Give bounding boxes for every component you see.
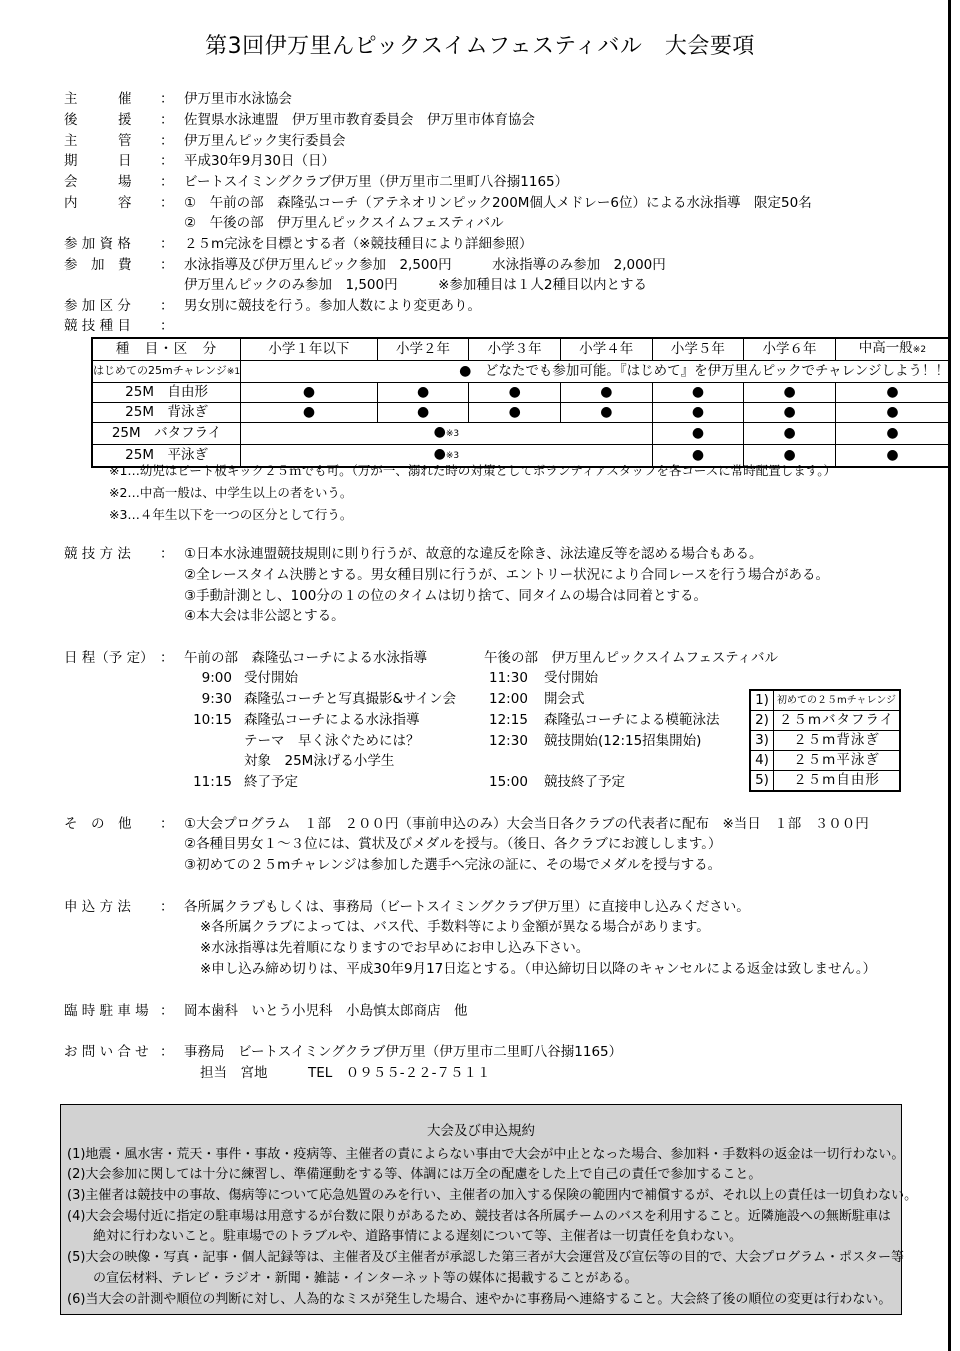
entry-dot: ● xyxy=(377,383,469,403)
other-line: ②各種目男女１～３位には、賞状及びメダルを授与。（後日、各クラブにお渡しします。） xyxy=(184,836,722,852)
rule-line: (5)大会の映像・写真・記事・個人記録等は、主催者及び主催者が承認した第三者が大会運営及び宣伝等の目的で、大会プログラム・ポスター等 xyxy=(67,1250,905,1265)
program-name: ２５m背泳ぎ xyxy=(774,731,900,751)
entry-dot: ● xyxy=(560,383,652,403)
entry-dot: ● xyxy=(241,383,378,403)
entry-dot: ● xyxy=(744,403,836,423)
note-mark: ※3 xyxy=(445,429,460,439)
schedule-time: 12:15 xyxy=(489,712,528,728)
colon: ： xyxy=(160,112,174,128)
colon: ： xyxy=(160,318,174,334)
schedule-text: 森隆弘コーチによる水泳指導 xyxy=(244,712,420,728)
schedule-text: テーマ 早く泳ぐためには？ xyxy=(244,733,420,749)
program-no: 2) xyxy=(750,711,774,731)
info-value: ② 午後の部 伊万里んピックスイムフェスティバル xyxy=(184,215,504,231)
header-cell: 小学６年 xyxy=(744,338,836,361)
rules-title: 大会及び申込規約 xyxy=(427,1123,535,1139)
rule-line: 絶対に行わないこと。駐車場でのトラブルや、道路事情による遅刻について等、主催者は一切責任を負わない。 xyxy=(67,1229,742,1244)
info-value: 伊万里んピック実行委員会 xyxy=(184,133,346,149)
info-label: 参 加 費 xyxy=(64,257,132,273)
header-cell: 小学４年 xyxy=(560,338,652,361)
info-value: ビートスイミングクラブ伊万里（伊万里市二里町八谷搦1165） xyxy=(184,174,569,190)
colon: ： xyxy=(160,257,174,273)
header-cell: 種 目・区 分 xyxy=(92,338,241,361)
entry-dot: ● xyxy=(744,423,836,445)
schedule-label: 日 程（予 定） xyxy=(64,650,154,666)
page-title: 第3回伊万里んピックスイムフェスティバル 大会要項 xyxy=(205,34,755,59)
schedule-time: 10:15 xyxy=(193,712,232,728)
apply-line: ※各所属クラブによっては、バス代、手数料等により金額が異なる場合があります。 xyxy=(200,919,710,935)
note-mark: ※3 xyxy=(445,451,460,461)
other-label: そ の 他 xyxy=(64,816,132,832)
event-name-cell xyxy=(92,361,241,383)
entry-dot: ● xyxy=(652,403,744,423)
entry-dot: ● xyxy=(469,403,561,423)
challenge-cell xyxy=(241,361,950,383)
info-value: 水泳指導及び伊万里んピック参加 2,500円 水泳指導のみ参加 2,000円 xyxy=(184,257,666,273)
colon: ： xyxy=(160,1003,174,1019)
entry-dot: ● xyxy=(652,445,744,468)
event-name: はじめての25mチャレンジ xyxy=(93,364,227,377)
info-label: 後 援 xyxy=(64,112,132,128)
header-cell: 小学２年 xyxy=(377,338,469,361)
schedule-time: 11:30 xyxy=(489,670,528,686)
header-cell: 小学３年 xyxy=(469,338,561,361)
apply-line: 各所属クラブもしくは、事務局（ビートスイミングクラブ伊万里）に直接申し込みください。 xyxy=(184,899,750,915)
schedule-text: 開会式 xyxy=(544,691,585,707)
schedule-time: 15:00 xyxy=(489,774,528,790)
colon: ： xyxy=(160,236,174,252)
method-label: 競 技 方 法 xyxy=(64,546,131,562)
schedule-text: 競技開始(12:15招集開始) xyxy=(544,733,702,749)
merged-cell xyxy=(241,423,652,445)
info-value: 平成30年9月30日（日） xyxy=(184,153,335,169)
challenge-row xyxy=(92,361,950,383)
rule-line: (1)地震・風水害・荒天・事件・事故・疫病等、主催者の責によらない事由で大会が中止となった場合、参加料・手数料の返金は一切行わない。 xyxy=(67,1147,905,1162)
method-line: ④本大会は非公認とする。 xyxy=(184,608,345,624)
schedule-text: 競技終了予定 xyxy=(544,774,625,790)
rule-line: (4)大会会場付近に指定の駐車場は用意するが台数に限りがあるため、競技者は各所属チームのバスを利用すること。近隣施設への無断駐車は xyxy=(67,1209,891,1224)
entry-dot: ● xyxy=(744,445,836,468)
entry-dot: ● xyxy=(433,446,446,462)
method-line: ①日本水泳連盟競技規則に則り行うが、故意的な違反を除き、泳法違反等を認める場合もある。 xyxy=(184,546,763,562)
header-cell: 小学１年以下 xyxy=(241,338,378,361)
rule-line: (6)当大会の計測や順位の判断に対し、人為的なミスが発生した場合、速やかに事務局へ連絡すること。大会終了後の順位の変更は行わない。 xyxy=(67,1292,892,1307)
other-line: ①大会プログラム １部 ２００円（事前申込のみ）大会当日各クラブの代表者に配布 ※当日 １部 ３００円 xyxy=(184,816,869,832)
afternoon-title: 午後の部 伊万里んピックスイムフェスティバル xyxy=(484,650,779,666)
colon: ： xyxy=(160,1044,174,1060)
info-label: 参 加 区 分 xyxy=(64,298,131,314)
info-value: ２５m完泳を目標とする者（※競技種目により詳細参照） xyxy=(184,236,533,252)
program-name: 初めての２５mチャレンジ xyxy=(774,690,900,711)
colon: ： xyxy=(160,546,174,562)
program-row xyxy=(750,690,900,711)
schedule-text: 受付開始 xyxy=(244,670,298,686)
info-label: 内 容 xyxy=(64,195,132,211)
info-label: 会 場 xyxy=(64,174,132,190)
colon: ： xyxy=(160,91,174,107)
event-row xyxy=(92,423,950,445)
event-row xyxy=(92,383,950,403)
program-row xyxy=(750,731,900,751)
program-row xyxy=(750,711,900,731)
info-value: ① 午前の部 森隆弘コーチ（アテネオリンピック200M個人メドレー6位）による水泳指導 限定50名 xyxy=(184,195,812,211)
colon: ： xyxy=(160,195,174,211)
schedule-time: 12:00 xyxy=(489,691,528,707)
contact-label: お 問 い 合 せ xyxy=(64,1044,149,1060)
event-row xyxy=(92,403,950,423)
info-label: 主 催 xyxy=(64,91,132,107)
colon: ： xyxy=(160,650,174,666)
info-label: 競 技 種 目 xyxy=(64,318,131,334)
event-name: 25M 背泳ぎ xyxy=(92,403,241,423)
entry-dot: ● xyxy=(835,403,950,423)
note-1: ※1…幼児はビート板キック２５ｍでも可。（万が一、溺れた時の対策としてボランティアスタッフを各コースに常時配置します。） xyxy=(109,463,837,478)
entry-dot: ● xyxy=(459,363,472,379)
info-value: 佐賀県水泳連盟 伊万里市教育委員会 伊万里市体育協会 xyxy=(184,112,535,128)
note-mark: ※2 xyxy=(912,345,927,355)
note-3: ※3…４年生以下を一つの区分として行う。 xyxy=(109,507,353,522)
program-name: ２５m自由形 xyxy=(774,771,900,792)
morning-title: 午前の部 森隆弘コーチによる水泳指導 xyxy=(184,650,427,666)
schedule-text: 受付開始 xyxy=(544,670,598,686)
colon: ： xyxy=(160,174,174,190)
entry-dot: ● xyxy=(835,423,950,445)
method-line: ②全レースタイム決勝とする。男女種目別に行うが、エントリー状況により合同レースを行う場合がある。 xyxy=(184,567,829,583)
entry-dot: ● xyxy=(744,383,836,403)
page-edge-line xyxy=(948,0,951,1351)
challenge-text: どなたでも参加可能。『はじめて』を伊万里んピックでチャレンジしよう！！ xyxy=(484,363,949,379)
apply-line: ※水泳指導は先着順になりますのでお早めにお申し込み下さい。 xyxy=(200,940,590,956)
colon: ： xyxy=(160,133,174,149)
colon: ： xyxy=(160,816,174,832)
rule-line: (2)大会参加に関しては十分に練習し、準備運動をする等、体調には万全の配慮をした上で自己の責任で参加すること。 xyxy=(67,1167,762,1182)
program-no: 3) xyxy=(750,731,774,751)
colon: ： xyxy=(160,298,174,314)
program-no: 4) xyxy=(750,751,774,771)
schedule-text: 森隆弘コーチによる模範泳法 xyxy=(544,712,720,728)
note-mark: ※1 xyxy=(226,367,241,377)
colon: ： xyxy=(160,153,174,169)
header-label: 中高一般 xyxy=(858,340,913,356)
event-name: 25M 平泳ぎ xyxy=(92,445,241,468)
schedule-text: 対象 25M泳げる小学生 xyxy=(244,753,395,769)
entry-dot: ● xyxy=(560,403,652,423)
parking-label: 臨 時 駐 車 場 xyxy=(64,1003,149,1019)
entry-dot: ● xyxy=(652,383,744,403)
rule-line: の宣伝材料、テレビ・ラジオ・新聞・雑誌・インターネット等の媒体に掲載することがある。 xyxy=(67,1271,638,1286)
method-line: ③手動計測とし、100分の１の位のタイムは切り捨て、同タイムの場合は同着とする。 xyxy=(184,588,708,604)
rules-box xyxy=(60,1104,918,1315)
program-order-table xyxy=(749,689,901,792)
rule-line: (3)主催者は競技中の事故、傷病等について応急処置のみを行い、主催者の加入する保険の範囲内で補償するが、それ以上の責任は一切負わない。 xyxy=(67,1188,918,1203)
events-header-row xyxy=(92,338,950,361)
entry-dot: ● xyxy=(241,403,378,423)
header-cell xyxy=(835,338,950,361)
schedule-time: 11:15 xyxy=(193,774,232,790)
other-line: ③初めての２５mチャレンジは参加した選手へ完泳の証に、その場でメダルを授与する。 xyxy=(184,857,722,873)
entry-dot: ● xyxy=(377,403,469,423)
schedule-text: 終了予定 xyxy=(244,774,298,790)
info-label: 主 管 xyxy=(64,133,132,149)
schedule-time: 12:30 xyxy=(489,733,528,749)
schedule-text: 森隆弘コーチと写真撮影&サイン会 xyxy=(244,691,457,707)
note-2: ※2…中高一般は、中学生以上の者をいう。 xyxy=(109,485,353,500)
event-name: 25M バタフライ xyxy=(92,423,241,445)
colon: ： xyxy=(160,899,174,915)
contact-line: 担当 宮地 TEL ０９５５-２２-７５１１ xyxy=(200,1065,491,1081)
info-value: 伊万里市水泳協会 xyxy=(184,91,292,107)
contact-line: 事務局 ビートスイミングクラブ伊万里（伊万里市二里町八谷搦1165） xyxy=(184,1044,623,1060)
header-cell: 小学５年 xyxy=(652,338,744,361)
schedule-time: 9:00 xyxy=(201,670,232,686)
info-label: 期 日 xyxy=(64,153,132,169)
event-name: 25M 自由形 xyxy=(92,383,241,403)
apply-line: ※申し込み締め切りは、平成30年9月17日迄とする。（申込締切日以降のキャンセルによる返金は致しません。） xyxy=(200,961,877,977)
entry-dot: ● xyxy=(433,424,446,440)
entry-dot: ● xyxy=(835,445,950,468)
info-value: 男女別に競技を行う。参加人数により変更あり。 xyxy=(184,298,481,314)
program-no: 5) xyxy=(750,771,774,792)
entry-dot: ● xyxy=(835,383,950,403)
program-row xyxy=(750,751,900,771)
program-no: 1) xyxy=(750,690,774,711)
program-row xyxy=(750,771,900,792)
apply-label: 申 込 方 法 xyxy=(64,899,131,915)
parking-value: 岡本歯科 いとう小児科 小島慎太郎商店 他 xyxy=(184,1003,468,1019)
entry-dot: ● xyxy=(469,383,561,403)
schedule-time: 9:30 xyxy=(201,691,232,707)
events-table xyxy=(91,337,951,468)
entry-dot: ● xyxy=(652,423,744,445)
program-name: ２５mバタフライ xyxy=(774,711,900,731)
info-value: 伊万里んピックのみ参加 1,500円 ※参加種目は１人2種目以内とする xyxy=(184,277,648,293)
info-label: 参 加 資 格 xyxy=(64,236,131,252)
program-name: ２５m平泳ぎ xyxy=(774,751,900,771)
